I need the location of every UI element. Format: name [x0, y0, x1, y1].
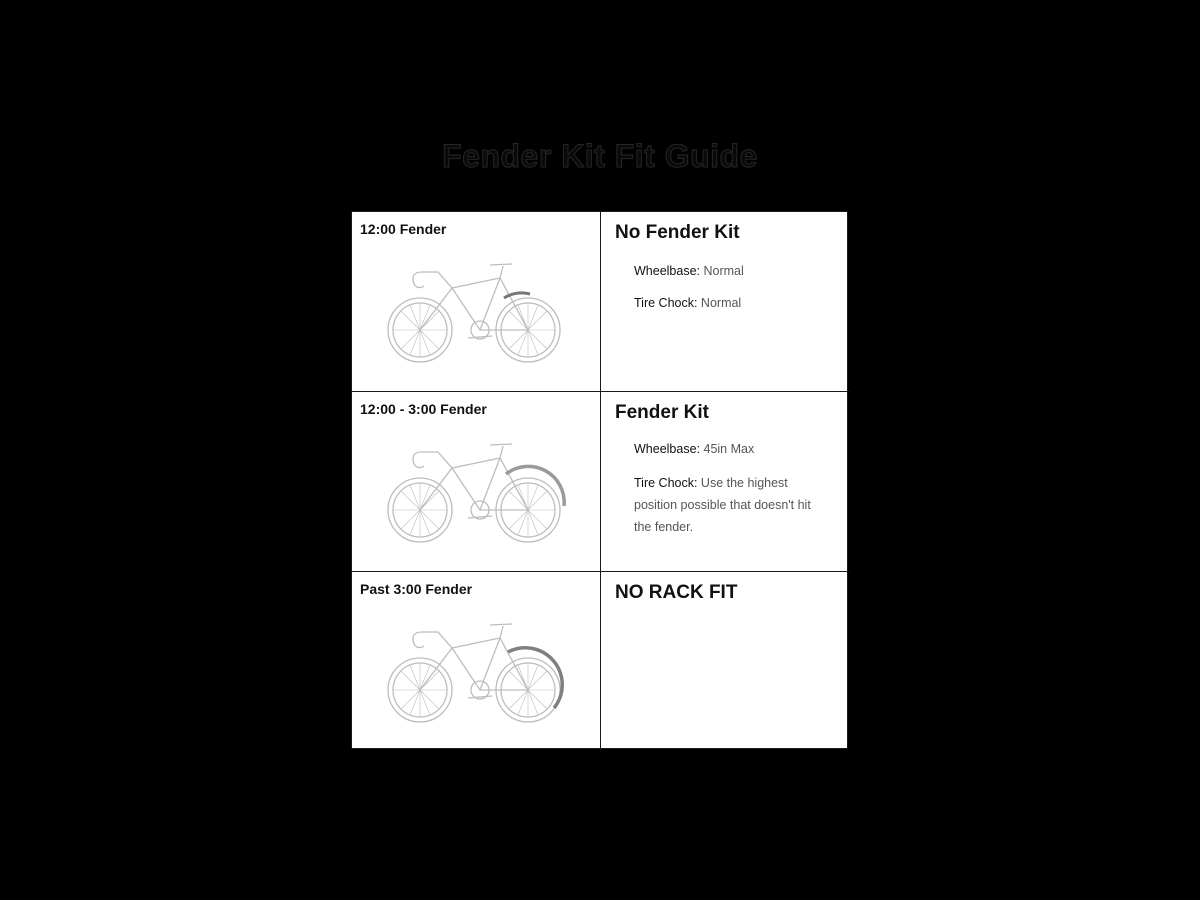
spec-key: Wheelbase: [634, 442, 701, 456]
fit-guide-table [351, 211, 848, 749]
spec-value: 45in Max [700, 442, 755, 456]
spec-key: Wheelbase: [634, 264, 701, 278]
fender-cell-12-3 [352, 392, 601, 572]
spec-value: Normal [697, 296, 742, 310]
kit-cell-no-rack-fit [601, 572, 849, 750]
fender-label: 12:00 Fender [360, 221, 447, 237]
fender-label: 12:00 - 3:00 Fender [360, 401, 487, 417]
bike-illustration-12-3-fender [380, 428, 570, 548]
spec-value: Normal [700, 264, 744, 278]
fender-cell-past-3 [352, 572, 601, 750]
fender-cell-12 [352, 212, 601, 392]
page-title: Fender Kit Fit Guide [442, 138, 758, 174]
fender-label: Past 3:00 Fender [360, 581, 473, 597]
kit-heading: NO RACK FIT [615, 582, 738, 603]
spec-tire-chock [634, 292, 830, 314]
kit-heading: No Fender Kit [615, 222, 740, 243]
bike-illustration-past-3-fender [380, 608, 570, 728]
kit-cell-fender-kit [601, 392, 849, 572]
bike-illustration-12-fender [380, 248, 570, 368]
kit-heading: Fender Kit [615, 402, 709, 423]
spec-tire-chock [634, 472, 830, 538]
spec-wheelbase [634, 438, 830, 460]
spec-value: Use the highest position possible that doesn't hit the fender. [634, 476, 811, 534]
spec-wheelbase [634, 260, 830, 282]
spec-key: Tire Chock: [634, 476, 698, 490]
kit-cell-no-fender-kit [601, 212, 849, 392]
spec-key: Tire Chock: [634, 296, 698, 310]
